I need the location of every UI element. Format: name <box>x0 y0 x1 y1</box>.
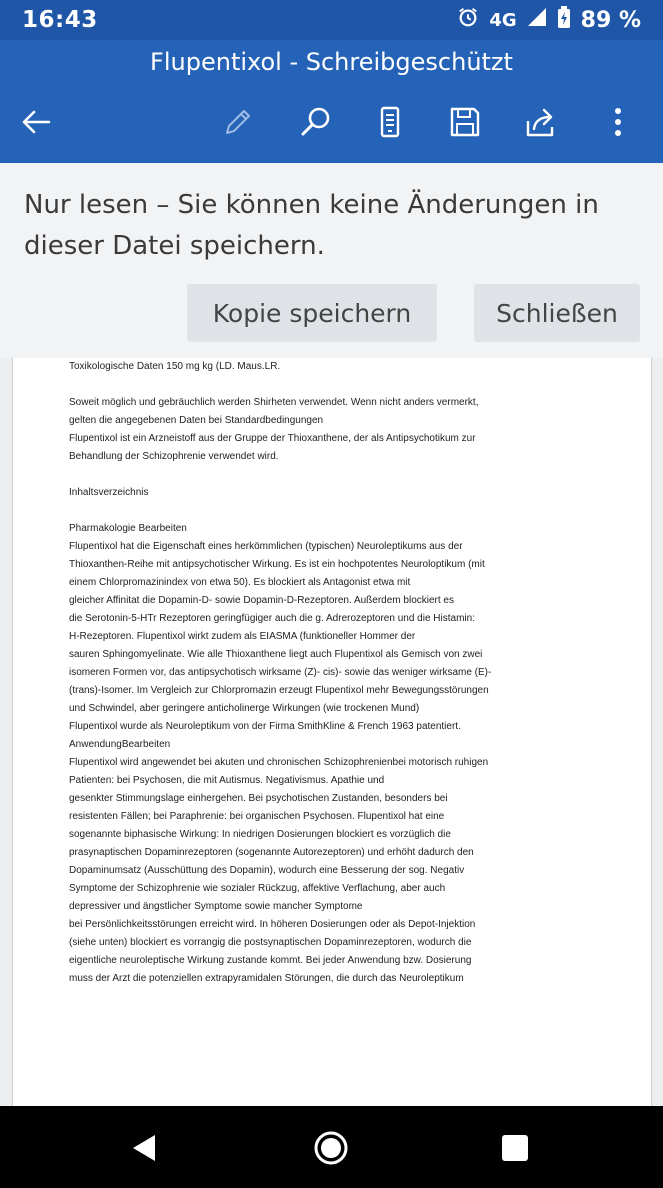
back-arrow-icon <box>19 105 53 139</box>
document-line: Thioxanthen-Reihe mit antipsychotischer Wirkung. Es ist ein hochpotentes Neuroloptikum (mit <box>69 559 485 570</box>
battery-icon <box>557 6 571 34</box>
document-line: AnwendungBearbeiten <box>69 739 171 750</box>
status-time: 16:43 <box>22 7 98 33</box>
document-line: Patienten: bei Psychosen, die mit Autismus. Negativismus. Apathie und <box>69 775 385 786</box>
document-line: Flupentixol hat die Eigenschaft eines herkömmlichen (typischen) Neuroleptikums aus der <box>69 541 463 552</box>
document-line: Soweit möglich und gebräuchlich werden Shirheten verwendet. Wenn nicht anders vermerkt, <box>69 397 479 408</box>
document-line: gelten die angegebenen Daten bei Standardbedingungen <box>69 415 324 426</box>
document-line: Pharmakologie Bearbeiten <box>69 523 187 534</box>
mobile-view-button[interactable] <box>368 100 412 144</box>
blank-line <box>69 376 589 394</box>
nav-recents-button[interactable] <box>495 1128 535 1168</box>
document-line: H-Rezeptoren. Flupentixol wirkt zudem als EIASMA (funktioneller Hommer der <box>69 631 416 642</box>
document-title: Flupentixol - Schreibgeschützt <box>150 48 513 76</box>
document-line: depressiver und ängstlicher Symptome sowie mancher Symptome <box>69 901 363 912</box>
nav-back-button[interactable] <box>124 1128 164 1168</box>
battery-level: 89 % <box>580 7 641 33</box>
network-type: 4G <box>489 9 517 31</box>
document-line: Flupentixol wurde als Neuroleptikum von der Firma SmithKline & French 1963 patentiert. <box>69 721 461 732</box>
save-button[interactable] <box>443 100 487 144</box>
android-nav-bar <box>0 1106 663 1188</box>
document-line: muss der Arzt die potenziellen extrapyramidalen Störungen, die durch das Neuroleptikum <box>69 973 464 984</box>
blank-line <box>69 502 589 520</box>
document-line: bei Persönlichkeitsstörungen erreicht wird. In höheren Dosierungen oder als Depot-Injektion <box>69 919 476 930</box>
status-bar <box>0 0 663 40</box>
document-line: (siehe unten) blockiert es vorrangig die postsynaptischen Dopaminrezeptoren, wodurch die <box>69 937 472 948</box>
share-button[interactable] <box>519 100 563 144</box>
back-triangle-icon <box>129 1133 159 1163</box>
document-line: gesenkter Stimmungslage einhergehen. Bei psychotischen Zustanden, besonders bei <box>69 793 448 804</box>
mobile-view-icon <box>373 105 407 139</box>
save-copy-button[interactable]: Kopie speichern <box>187 284 437 342</box>
document-line: Flupentixol wird angewendet bei akuten und chronischen Schizophrenienbei motorisch ruhigen <box>69 757 489 768</box>
document-line: Flupentixol ist ein Arzneistoff aus der Gruppe der Thioxanthene, der als Antipsychotikum zur <box>69 433 476 444</box>
document-line: (trans)-Isomer. Im Vergleich zur Chlorpromazin erzeugt Flupentixol mehr Bewegungsstörungen <box>69 685 489 696</box>
status-indicators <box>457 6 641 34</box>
document-line: isomeren Formen vor, das antipsychotisch wirksame (Z)- cis)- sowie das weniger wirksame (E)- <box>69 667 492 678</box>
document-line: sauren Sphingomyelinate. Wie alle Thioxanthene liegt auch Flupentixol als Gemisch von zwei <box>69 649 483 660</box>
signal-icon <box>527 7 547 33</box>
save-icon <box>448 105 482 139</box>
document-line: prasynaptischen Dopaminrezeptoren (sogenannte Autorezeptoren) und erhöht dadurch den <box>69 847 474 858</box>
banner-message: Nur lesen – Sie können keine Änderungen in dieser Datei speichern. <box>24 190 599 261</box>
document-line: Inhaltsverzeichnis <box>69 487 149 498</box>
nav-home-button[interactable] <box>311 1128 351 1168</box>
document-line: eigentliche neuroleptische Wirkung zustande kommt. Bei jeder Anwendung bzw. Dosierung <box>69 955 472 966</box>
pencil-icon <box>221 105 255 139</box>
close-banner-button[interactable]: Schließen <box>474 284 640 342</box>
home-circle-icon <box>313 1130 349 1166</box>
more-options-button[interactable] <box>596 100 640 144</box>
document-line: resistenten Fällen; bei Paraphrenie: bei organischen Psychosen. Flupentixol hat eine <box>69 811 445 822</box>
document-viewport[interactable] <box>0 358 663 1106</box>
app-bar <box>0 40 663 163</box>
document-line: einem Chlorpromazinindex von etwa 50). Es blockiert als Antagonist etwa mit <box>69 577 411 588</box>
read-only-banner <box>0 163 663 359</box>
document-line: die Serotonin-5-HTr Rezeptoren geringfügiger auch die g. Adrerozeptoren und die Histamin: <box>69 613 475 624</box>
document-line: und Schwindel, aber geringere anticholinergе Wirkungen (wie trockenen Mund) <box>69 703 420 714</box>
share-icon <box>524 105 558 139</box>
more-icon <box>601 105 635 139</box>
toolbar <box>0 100 663 146</box>
blank-line <box>69 466 589 484</box>
document-line: sogenannte biphasische Wirkung: In niedrigen Dosierungen blockiert es vorzüglich die <box>69 829 451 840</box>
document-line: Symptome der Schizophrenie wie sozialer Rückzug, affektive Verflachung, aber auch <box>69 883 446 894</box>
alarm-icon <box>457 6 479 34</box>
back-button[interactable] <box>14 100 58 144</box>
document-line: Behandlung der Schizophrenie verwendet wird. <box>69 451 279 462</box>
document-line: Dopaminumsatz (Ausschüttung des Dopamin), wodurch eine Besserung der sog. Negativ <box>69 865 465 876</box>
edit-button[interactable] <box>216 100 260 144</box>
search-icon <box>299 105 333 139</box>
document-line: Toxikologische Daten 150 mg kg (LD. Maus.LR. <box>69 361 281 372</box>
document-body <box>69 358 589 988</box>
document-page <box>12 358 652 1106</box>
search-button[interactable] <box>294 100 338 144</box>
recents-square-icon <box>500 1133 530 1163</box>
document-line: gleicher Affinitat die Dopamin-D- sowie Dopamin-D-Rezeptoren. Außerdem blockiert es <box>69 595 454 606</box>
